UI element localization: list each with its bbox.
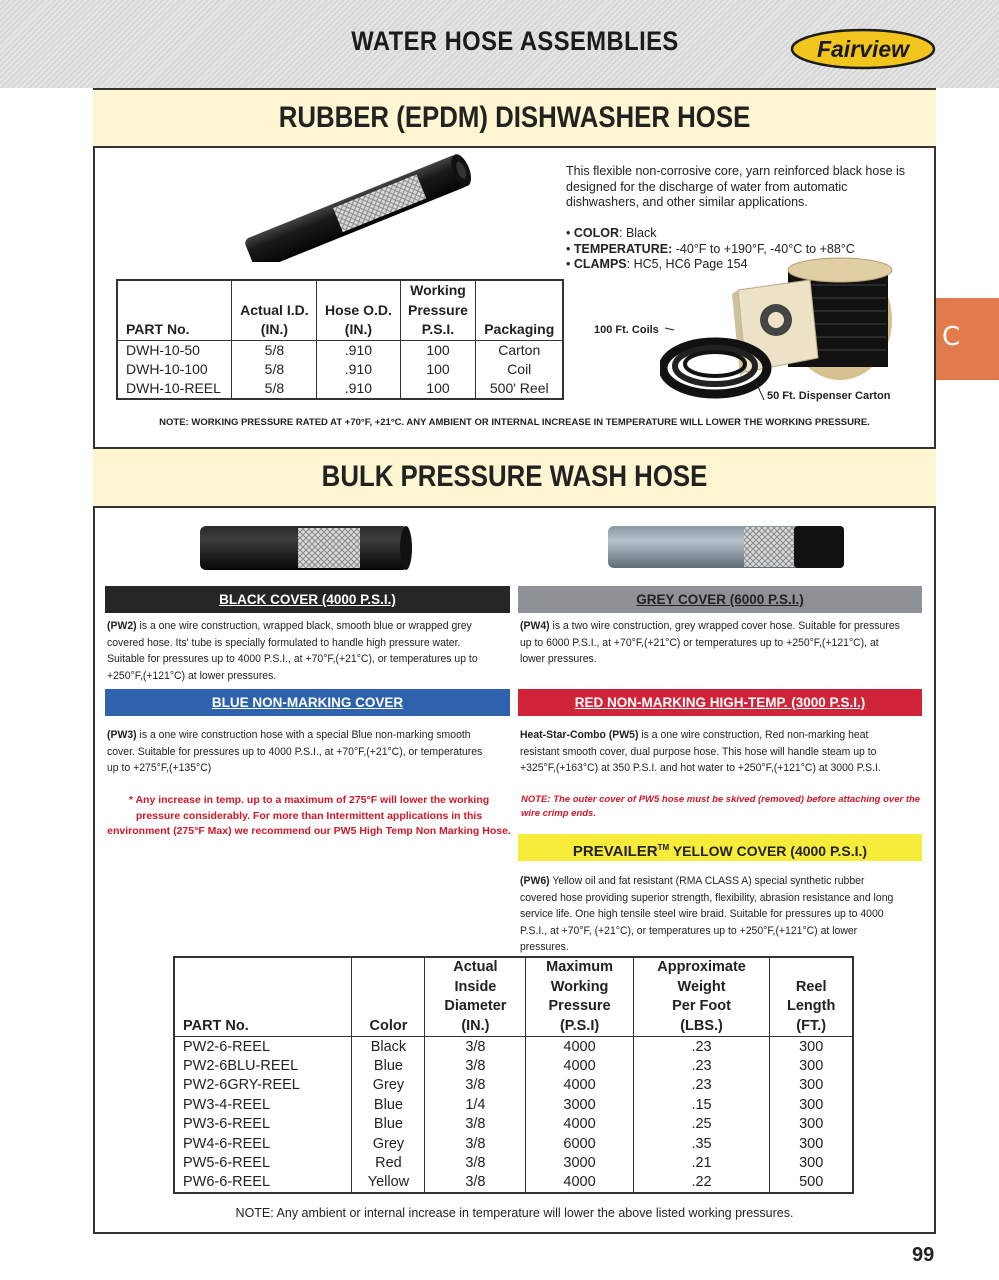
black-cover-text: (PW2) is a one wire construction, wrapped black, smooth blue or wrapped grey covered hose. Its' tube is specially formulated to handle high pressure water. Suitable for pressures up to 4000 P.S.I., at +70°F,(+21°C), or temperatures up to +250°F,(+121°C) at lower pressures. — [107, 620, 478, 682]
yellow-cover-title: YELLOW COVER (4000 P.S.I.) — [669, 842, 868, 859]
grey-cover-title: GREY COVER (6000 P.S.I.) — [636, 592, 804, 607]
red-cover-text: Heat-Star-Combo (PW5) is a one wire construction, Red non-marking heat resistant smooth cover, dual purpose hose. This hose will handle steam up to +325°F,(+163°C) at 350 P.S.I. and hot water to +250°F,(+121°C) at 3000 P.S.I. — [520, 729, 881, 774]
callout-carton: 50 Ft. Dispenser Carton — [767, 390, 891, 402]
spec-clamps: • CLAMPS: HC5, HC6 Page 154 — [566, 257, 748, 271]
callout-coils: 100 Ft. Coils — [594, 324, 659, 336]
bottom-note: NOTE: Any ambient or internal increase in temperature will lower the above listed working pressures. — [235, 1206, 794, 1220]
yellow-cover-bar — [518, 834, 922, 861]
section-tab-label: C — [942, 322, 961, 352]
blue-cover-text: (PW3) is a one wire construction hose with a special Blue non-marking smooth cover. Suitable for pressures up to 4000 P.S.I., at +70°F,(+21°C), or temperatures up to +275°F,(+135°C) — [107, 729, 483, 774]
table-row: PW3-4-REEL Blue 1/4 3000 .15 300 — [174, 1095, 853, 1115]
grey-cover-bar — [518, 586, 922, 613]
spec-color: • COLOR: Black — [566, 226, 657, 240]
table-row: DWH-10-100 5/8 .910 100 Coil — [117, 360, 563, 380]
grey-cover-text: (PW4) is a two wire construction, grey wrapped cover hose. Suitable for pressures up to 6000 P.S.I., at +70°F,(+21°C) or temperatures up to +250°F,(+121°C), at lower pressures. — [520, 620, 900, 665]
black-hose-image — [198, 520, 412, 576]
black-cover-title: BLACK COVER (4000 P.S.I.) — [219, 592, 396, 607]
coils-carton-image — [660, 250, 896, 410]
dishwasher-note: NOTE: WORKING PRESSURE RATED AT +70°F, +21°C. ANY AMBIENT OR INTERNAL INCREASE IN TEMPERATURE WILL LOWER THE WORKING PRESSURE. — [159, 417, 870, 428]
logo-text: Fairview — [816, 36, 910, 62]
dishwasher-hose-image — [240, 152, 490, 262]
page-number: 99 — [912, 1244, 935, 1266]
section-tab[interactable] — [936, 298, 999, 380]
temperature-warning: * Any increase in temp. up to a maximum of 275°F will lower the working pressure considerably. For more than Intermittent applications in this environment (275°F Max) we recommend our PW5 High Temp Non Marking Hose. — [107, 794, 511, 837]
table-row: PW5-6-REEL Red 3/8 3000 .21 300 — [174, 1154, 853, 1174]
pw5-note: NOTE: The outer cover of PW5 hose must be skived (removed) before attaching over the wire crimp ends. — [521, 794, 921, 819]
dishwasher-title-band — [93, 88, 936, 148]
table-row: DWH-10-50 5/8 .910 100 Carton — [117, 340, 563, 360]
bulk-title-band — [93, 447, 936, 508]
table-row: PW2-6GRY-REEL Grey 3/8 4000 .23 300 — [174, 1076, 853, 1096]
table-row: PW6-6-REEL Yellow 3/8 4000 .22 500 — [174, 1173, 853, 1193]
red-cover-title: RED NON-MARKING HIGH-TEMP. (3000 P.S.I.) — [574, 695, 866, 710]
bulk-parts-table: Actual Maximum Approximate Inside Working Weight Reel Diameter Pressure Per Foot Length PART No. Color (IN.) (P.S.I) (LBS.) (FT.) PW2-6-REEL Black 3/8 4000 .23 300 PW2-6BLU-REEL Blue 3/8 4000 .23 300 PW2-6GRY-REEL Grey 3/8 4000 .23 300 PW3-4-REEL Blue 1/4 3000 .15 300 PW3-6-REEL Blue 3/8 4000 .25 300 PW4-6-REEL Grey 3/8 6000 .35 300 PW5-6-REEL Red 3/8 3000 .21 300 PW6-6-REEL Yellow 3/8 4000 .22 500 — [173, 956, 854, 1194]
yellow-cover-text: (PW6) Yellow oil and fat resistant (RMA CLASS A) special synthetic rubber covered hose providing superior strength, flexibility, abrasion resistance and long service life. One high tensile steel wire braid. Suitable for pressures up to 4000 P.S.I., at +70°F, (+21°C), or temperatures up to +250°F,(+121°C) at lower pressures. — [520, 875, 894, 953]
red-cover-bar — [518, 689, 922, 716]
grey-hose-image — [606, 522, 848, 572]
blue-cover-bar — [105, 689, 510, 716]
trademark-mark: TM — [657, 843, 670, 852]
table-row: DWH-10-REEL 5/8 .910 100 500' Reel — [117, 379, 563, 399]
table-row: PW2-6BLU-REEL Blue 3/8 4000 .23 300 — [174, 1056, 853, 1076]
dishwasher-title: RUBBER (EPDM) DISHWASHER HOSE — [278, 101, 751, 134]
black-cover-bar — [105, 586, 510, 613]
dishwasher-parts-table: Working Actual I.D. Hose O.D. Pressure PART No. (IN.) (IN.) P.S.I. Packaging DWH-10-50 5/8 .910 100 Carton DWH-10-100 5/8 .910 100 Coil DWH-10-REEL 5/8 .910 100 500' Reel — [116, 279, 564, 400]
page-title: WATER HOSE ASSEMBLIES — [351, 26, 679, 56]
table-row: PW2-6-REEL Black 3/8 4000 .23 300 — [174, 1037, 853, 1057]
dishwasher-description: This flexible non-corrosive core, yarn reinforced black hose is designed for the discharge of water from automatic dishwashers, and other similar applications. — [566, 164, 906, 209]
bulk-title: BULK PRESSURE WASH HOSE — [321, 460, 708, 493]
table-row: PW4-6-REEL Grey 3/8 6000 .35 300 — [174, 1134, 853, 1154]
table-row: PW3-6-REEL Blue 3/8 4000 .25 300 — [174, 1115, 853, 1135]
blue-cover-title: BLUE NON-MARKING COVER — [211, 695, 404, 710]
prevailer-brand: PREVAILER — [572, 842, 658, 860]
spec-temperature: • TEMPERATURE: -40°F to +190°F, -40°C to +88°C — [566, 241, 855, 256]
fairview-logo — [790, 28, 936, 70]
